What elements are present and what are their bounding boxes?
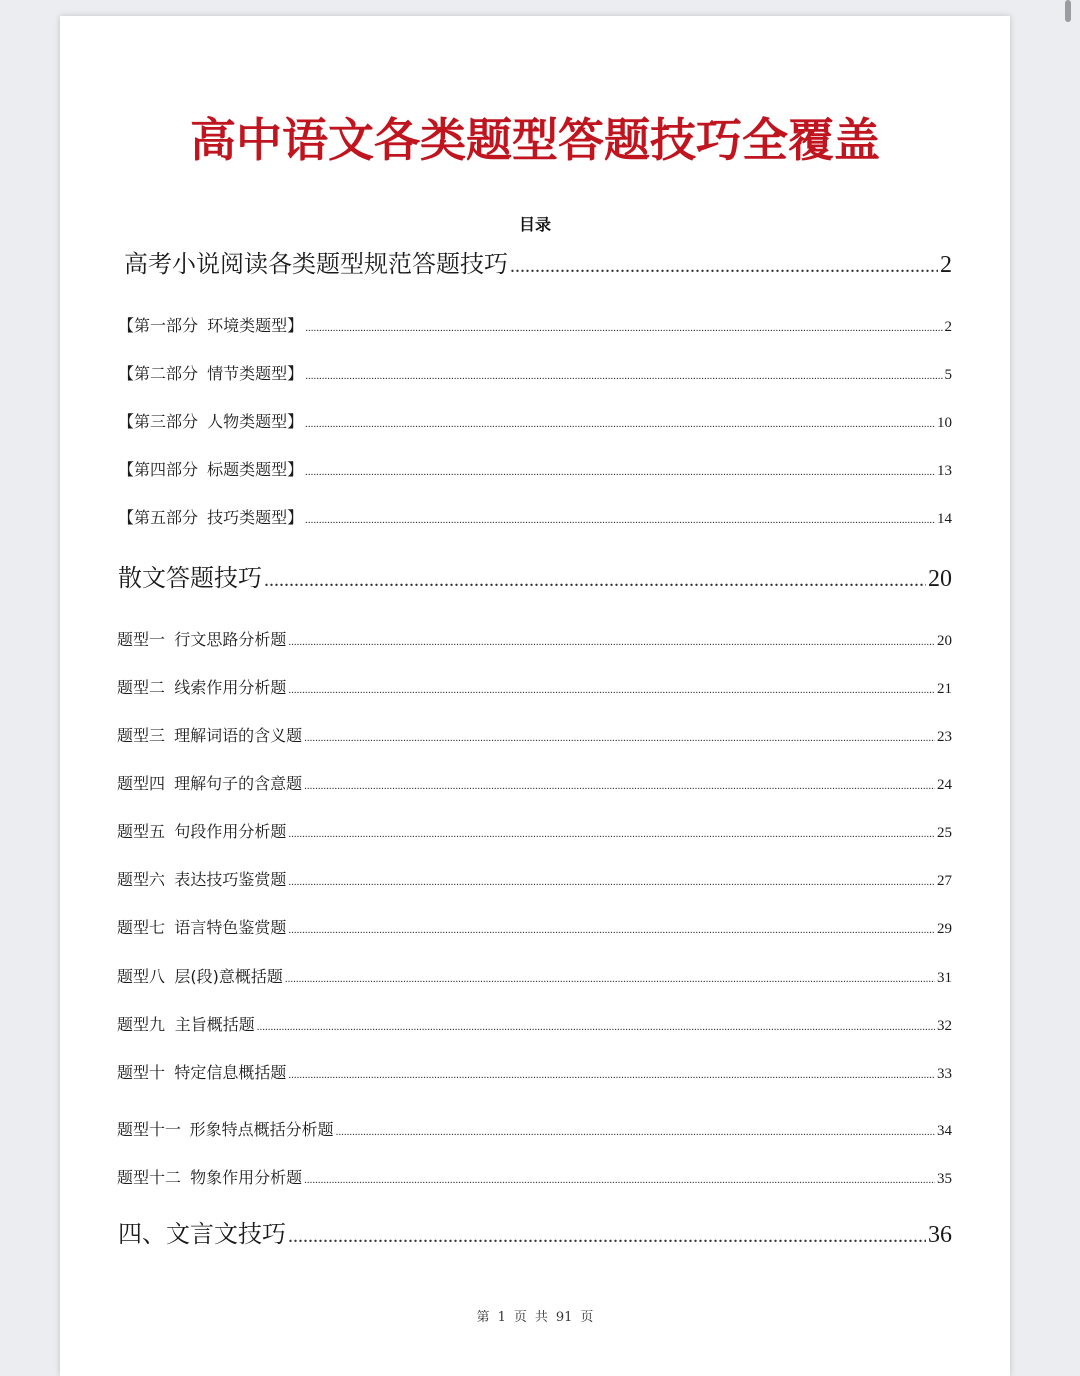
toc-page-number: 29 <box>937 921 952 937</box>
toc-leader-dots <box>510 255 938 278</box>
toc-leader-dots <box>305 322 942 334</box>
toc-entry-prefix: 【第三部分 <box>118 412 199 431</box>
toc-leader-dots <box>305 466 935 478</box>
toc-entry[interactable] <box>117 1165 952 1188</box>
toc-entry[interactable] <box>117 723 952 746</box>
toc-entry-label: 线索作用分析题 <box>174 678 287 697</box>
toc-page-number: 23 <box>937 729 952 745</box>
toc-page-number: 5 <box>944 367 952 383</box>
toc-page-number: 10 <box>937 415 952 431</box>
toc-page-number: 35 <box>937 1171 952 1187</box>
toc-entry-prefix: 题型七 <box>117 918 166 937</box>
document-page <box>60 16 1010 1376</box>
toc-leader-dots <box>288 1069 935 1081</box>
toc-entry-label: 高考小说阅读各类题型规范答题技巧 <box>124 250 508 278</box>
toc-leader-dots <box>305 514 935 526</box>
toc-leader-dots <box>304 1174 935 1186</box>
toc-leader-dots <box>288 684 935 696</box>
toc-entry-label: 环境类题型】 <box>207 316 304 335</box>
toc-entry-prefix: 【第五部分 <box>118 508 199 527</box>
toc-entry-label: 形象特点概括分析题 <box>189 1120 334 1139</box>
toc-entry-label: 散文答题技巧 <box>118 564 262 592</box>
toc-entry[interactable] <box>117 819 952 842</box>
toc-page-number: 33 <box>937 1066 952 1082</box>
toc-entry-prefix: 题型五 <box>117 822 166 841</box>
toc-leader-dots <box>305 370 942 382</box>
toc-entry[interactable] <box>117 1117 952 1140</box>
page-footer <box>60 1306 1010 1325</box>
toc-page-number: 2 <box>940 252 952 278</box>
toc-entry-prefix: 题型一 <box>117 630 166 649</box>
total-pages: 91 <box>555 1310 573 1325</box>
toc-page-number: 31 <box>937 970 952 986</box>
toc-entry[interactable] <box>118 361 952 384</box>
toc-leader-dots <box>305 418 935 430</box>
toc-page-number: 34 <box>937 1123 952 1139</box>
toc-entry[interactable] <box>118 409 952 432</box>
toc-leader-dots <box>288 1225 926 1248</box>
toc-entry-prefix: 题型九 <box>117 1015 166 1034</box>
toc-entry-prefix: 题型十一 <box>117 1120 182 1139</box>
toc-entry[interactable] <box>118 457 952 480</box>
toc-entry-label: 层(段)意概括题 <box>174 967 283 986</box>
toc-entry[interactable] <box>117 867 952 890</box>
toc-entry-label: 标题类题型】 <box>207 460 304 479</box>
toc-entry-label: 语言特色鉴赏题 <box>174 918 287 937</box>
toc-page-number: 20 <box>928 566 952 592</box>
toc-entry[interactable] <box>117 675 952 698</box>
toc-page-number: 32 <box>937 1018 952 1034</box>
toc-entry-label: 句段作用分析题 <box>174 822 287 841</box>
toc-entry-label: 理解句子的含意题 <box>174 774 303 793</box>
toc-leader-dots <box>285 973 935 985</box>
toc-page-number: 13 <box>937 463 952 479</box>
toc-entry[interactable] <box>117 915 952 938</box>
document-title: 高中语文各类题型答题技巧全覆盖 <box>190 113 880 167</box>
toc-entry-label: 表达技巧鉴赏题 <box>174 870 287 889</box>
toc-leader-dots <box>288 876 935 888</box>
toc-heading: 目录 <box>518 215 551 234</box>
toc-entry-label: 主旨概括题 <box>174 1015 255 1034</box>
toc-entry-prefix: 【第四部分 <box>118 460 199 479</box>
toc-entry-prefix: 题型二 <box>117 678 166 697</box>
toc-leader-dots <box>304 780 935 792</box>
toc-page-number: 36 <box>928 1222 952 1248</box>
toc-entry-prose[interactable] <box>118 558 952 593</box>
toc-entry-prefix: 题型十 <box>117 1063 166 1082</box>
toc-page-number: 21 <box>937 681 952 697</box>
toc-page-number: 20 <box>937 633 952 649</box>
toc-leader-dots <box>304 732 935 744</box>
footer-text: 页 <box>580 1310 594 1325</box>
toc-entry-prefix: 题型十二 <box>117 1168 182 1187</box>
toc-entry[interactable] <box>118 505 952 528</box>
toc-entry-novel-reading[interactable] <box>124 244 952 279</box>
footer-text: 共 <box>534 1310 548 1325</box>
toc-leader-dots <box>257 1021 935 1033</box>
scrollbar-thumb[interactable] <box>1065 0 1071 22</box>
toc-entry[interactable] <box>118 313 952 336</box>
toc-entry-label: 理解词语的含义题 <box>174 726 303 745</box>
toc-page-number: 25 <box>937 825 952 841</box>
toc-entry-prefix: 题型三 <box>117 726 166 745</box>
toc-entry-label: 人物类题型】 <box>207 412 304 431</box>
toc-entry-prefix: 题型四 <box>117 774 166 793</box>
toc-entry-prefix: 【第一部分 <box>118 316 199 335</box>
toc-entry[interactable] <box>117 627 952 650</box>
toc-entry-classical-chinese[interactable] <box>118 1214 952 1249</box>
toc-entry-label: 行文思路分析题 <box>174 630 287 649</box>
toc-page-number: 24 <box>937 777 952 793</box>
toc-leader-dots <box>288 924 935 936</box>
toc-leader-dots <box>264 569 926 592</box>
toc-entry-prefix: 【第二部分 <box>118 364 199 383</box>
toc-entry-label: 情节类题型】 <box>207 364 304 383</box>
toc-entry[interactable] <box>117 1060 952 1083</box>
toc-entry-label: 特定信息概括题 <box>174 1063 287 1082</box>
toc-page-number: 27 <box>937 873 952 889</box>
footer-text: 页 <box>513 1310 527 1325</box>
toc-entry-label: 技巧类题型】 <box>207 508 304 527</box>
toc-entry[interactable] <box>117 964 952 987</box>
toc-entry-prefix: 题型八 <box>117 967 166 986</box>
toc-entry-prefix: 题型六 <box>117 870 166 889</box>
toc-page-number: 2 <box>944 319 952 335</box>
toc-entry[interactable] <box>117 771 952 794</box>
current-page-number: 1 <box>497 1310 506 1325</box>
toc-entry[interactable] <box>117 1012 952 1035</box>
toc-page-number: 14 <box>937 511 952 527</box>
scrollbar[interactable] <box>1064 0 1078 1356</box>
toc-leader-dots <box>288 636 935 648</box>
toc-leader-dots <box>288 828 935 840</box>
toc-leader-dots <box>336 1126 935 1138</box>
toc-entry-label: 物象作用分析题 <box>190 1168 303 1187</box>
footer-text: 第 <box>476 1310 490 1325</box>
toc-entry-label: 四、文言文技巧 <box>118 1220 286 1248</box>
